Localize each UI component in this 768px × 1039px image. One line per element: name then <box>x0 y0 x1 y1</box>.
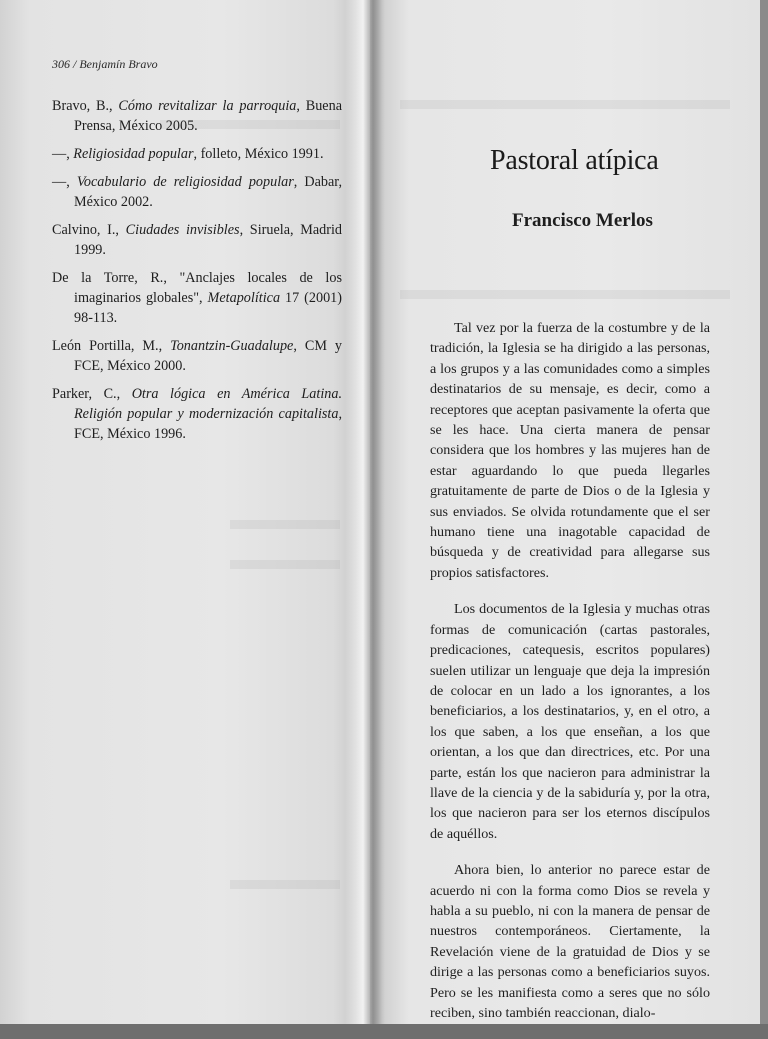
running-head: 306 / Benjamín Bravo <box>52 57 158 71</box>
reference-item: Bravo, B., Cómo revitalizar la parroquia, Buena Prensa, México 2005. <box>52 98 342 134</box>
chapter-author: Francisco Merlos <box>512 210 653 231</box>
bleed-through <box>400 100 730 109</box>
bleed-through <box>230 560 340 569</box>
book-gutter <box>345 0 385 1024</box>
reference-item: Parker, C., Otra lógica en América Latina. Religión popular y modernización capitalista, FCE, México 1996. <box>52 386 342 442</box>
bleed-through <box>230 880 340 889</box>
body-text <box>430 318 710 1039</box>
paragraph: Los documentos de la Iglesia y muchas otras formas de comunicación (cartas pastorales, predicaciones, catequesis, escritos populares) suelen utilizar un lenguaje que deja la impresión de colocar en un lado a los ignorantes, a los beneficiarios, a los destinatarios, y, en el otro, a los que saben, a los que enseñan, a los que orientan, a los que dan directrices, etc. Por una parte, están los que nacieron para administrar la llave de la ciencia y de la sabiduría y, por la otra, los que nacieron para ser los eternos discípulos de aquéllos. <box>430 601 710 842</box>
left-page <box>0 0 370 1024</box>
reference-item: —, Vocabulario de religiosidad popular, Dabar, México 2002. <box>52 174 343 210</box>
reference-list <box>52 96 342 452</box>
reference-item: Calvino, I., Ciudades invisibles, Siruela, Madrid 1999. <box>52 222 342 258</box>
reference-item: —, Religiosidad popular, folleto, México 1991. <box>52 146 324 162</box>
bleed-through <box>230 520 340 529</box>
chapter-title: Pastoral atípica <box>490 145 659 176</box>
reference-item: De la Torre, R., "Anclajes locales de los imaginarios globales", Metapolítica 17 (2001) 98-113. <box>52 270 342 326</box>
paragraph: Tal vez por la fuerza de la costumbre y de la tradición, la Iglesia se ha dirigido a las personas, a los grupos y a las comunidades como a simples destinatarios de su mensaje, es decir, como a receptores que aceptan pasivamente la oferta que se les hace. Una cierta manera de pensar considera que los hombres y las mujeres han de estar aguardando lo que pueda llegarles gratuitamente de parte de Dios o de la Iglesia y sus enviados. Se olvida rotundamente que el ser humano tiene una inagotable capacidad de búsqueda y de creatividad para allegarse sus propios satisfactores. <box>430 320 710 581</box>
bleed-through <box>400 290 730 299</box>
scan-edge <box>760 0 768 1024</box>
reference-item: León Portilla, M., Tonantzin-Guadalupe, CM y FCE, México 2000. <box>52 338 343 374</box>
paragraph: Ahora bien, lo anterior no parece estar de acuerdo ni con la forma como Dios se revela y habla a su pueblo, ni con la manera de pensar de nuestros contemporáneos. Ciertamente, la Revelación viene de la gratuidad de Dios y se dirige a las personas como a beneficiarios suyos. Pero se les manifiesta como a seres que no sólo reciben, sino también reaccionan, dialo- <box>430 862 710 1021</box>
